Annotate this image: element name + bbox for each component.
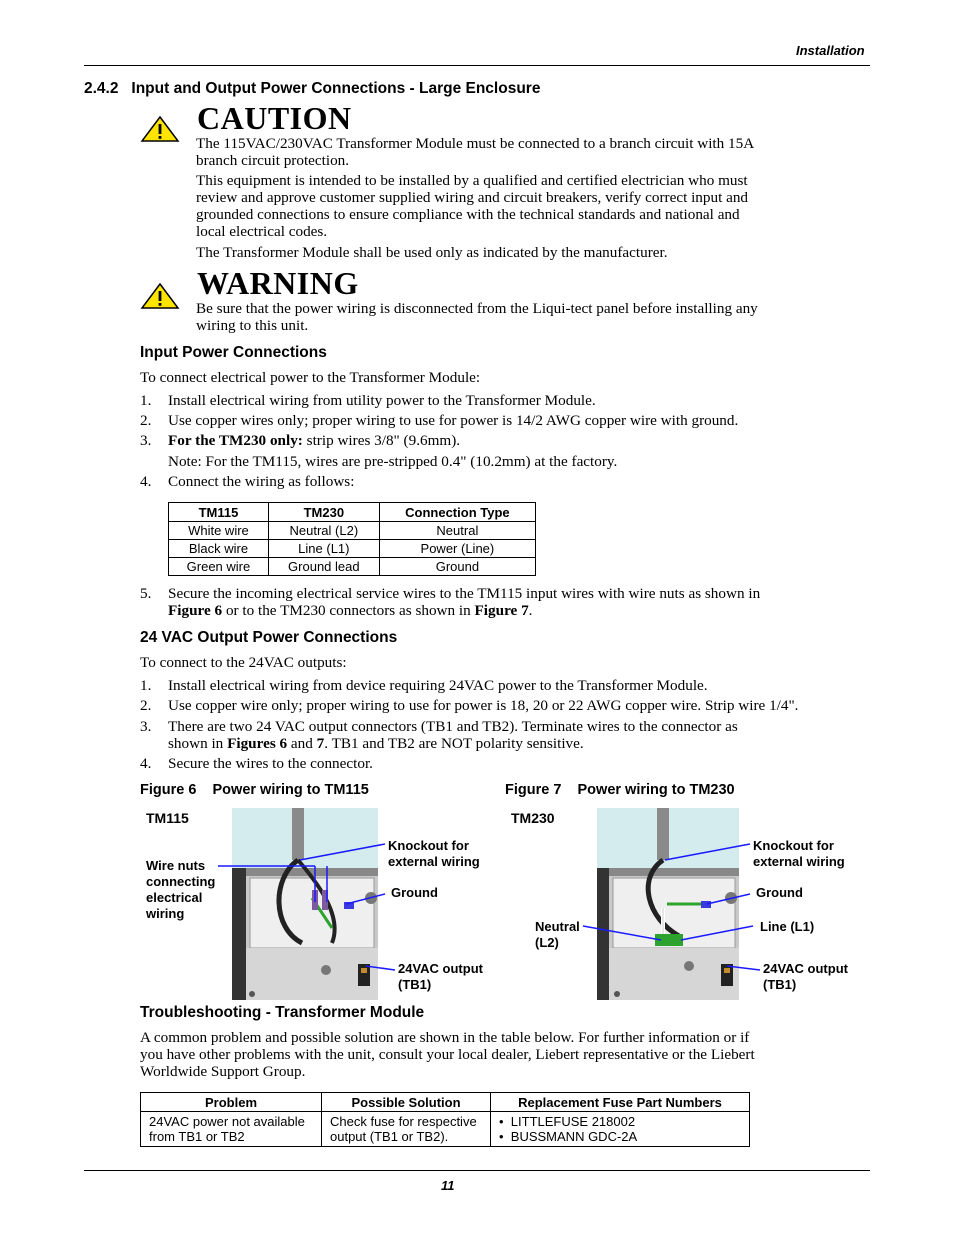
cell-line: Check fuse for respective	[330, 1114, 477, 1129]
label-line: external wiring	[388, 854, 480, 869]
table-header: Problem	[141, 1093, 322, 1112]
step-number: 4.	[140, 755, 152, 772]
header-rule	[84, 65, 870, 66]
figure6-ground-label: Ground	[391, 885, 438, 900]
table-row	[141, 1112, 750, 1147]
figure6-wirenuts-label	[146, 858, 215, 922]
figure6-knockout-label	[388, 838, 480, 870]
step-number: 2.	[140, 412, 152, 429]
problem-cell	[141, 1112, 322, 1147]
label-line: Knockout for	[753, 838, 834, 853]
caution-triangle-icon	[140, 115, 180, 143]
fuse-part: LITTLEFUSE 218002	[510, 1114, 636, 1129]
step-number: 3.	[140, 718, 152, 735]
paragraph-line: Worldwide Support Group.	[140, 1063, 306, 1080]
label-line: Wire nuts	[146, 858, 206, 873]
figure7-output-label	[763, 961, 848, 993]
running-header: Installation	[796, 43, 865, 58]
caution-line: branch circuit protection.	[196, 152, 350, 169]
caution-line: The 115VAC/230VAC Transformer Module must be connected to a branch circuit with 15A	[196, 135, 755, 152]
step-number: 4.	[140, 473, 152, 490]
label-line: wiring	[146, 906, 185, 921]
label-line: Knockout for	[388, 838, 469, 853]
figure6-caption: Figure 6 Power wiring to TM115	[140, 782, 369, 798]
label-line: (TB1)	[763, 977, 797, 992]
table-cell: White wire	[169, 522, 269, 540]
caution-line: This equipment is intended to be installed by a qualified and certified electrician who must	[196, 172, 748, 189]
output-step-2: Use copper wire only; proper wiring to use for power is 18, 20 or 22 AWG copper wire. Strip wire 1/4".	[168, 697, 799, 714]
step-text: strip wires 3/8" (9.6mm).	[302, 432, 461, 449]
label-line: 24VAC output	[763, 961, 848, 976]
table-cell: Neutral (L2)	[268, 522, 379, 540]
label-line: (L2)	[535, 935, 559, 950]
figure-ref: Figure 7	[474, 602, 529, 619]
fuse-item: • BUSSMANN GDC-2A	[499, 1129, 638, 1144]
input-step-5	[168, 585, 878, 619]
output-heading: 24 VAC Output Power Connections	[140, 629, 398, 646]
step-number: 2.	[140, 697, 152, 714]
table-cell: Ground lead	[268, 558, 379, 576]
table-header: TM115	[169, 503, 269, 522]
input-step-2: Use copper wires only; proper wiring to use for power is 14/2 AWG copper wire with ground.	[168, 412, 739, 429]
figure-ref: Figures 6	[227, 735, 288, 752]
input-intro: To connect electrical power to the Transformer Module:	[140, 369, 481, 386]
figure7-caption: Figure 7 Power wiring to TM230	[505, 782, 735, 798]
step-number: 1.	[140, 677, 152, 694]
output-step-1: Install electrical wiring from device requiring 24VAC power to the Transformer Module.	[168, 677, 708, 694]
table-header: Possible Solution	[322, 1093, 491, 1112]
table-row	[169, 558, 536, 576]
troubleshooting-heading: Troubleshooting - Transformer Module	[140, 1004, 425, 1021]
warning-title: WARNING	[197, 265, 359, 301]
caution-title: CAUTION	[197, 100, 352, 136]
warning-text	[196, 300, 876, 334]
label-line: (TB1)	[398, 977, 432, 992]
step-number: 5.	[140, 585, 152, 602]
input-heading: Input Power Connections	[140, 344, 327, 361]
wiring-table	[168, 502, 536, 576]
step-text: Secure the incoming electrical service wires to the TM115 input wires with wire nuts as shown in	[168, 585, 761, 602]
step-text: and	[287, 735, 317, 752]
table-header: TM230	[268, 503, 379, 522]
caution-line: review and approve customer supplied wiring and circuit breakers, verify correct input and	[196, 189, 749, 206]
step-text: . TB1 and TB2 are NOT polarity sensitive.	[324, 735, 584, 752]
table-cell: Line (L1)	[268, 540, 379, 558]
solution-cell	[322, 1112, 491, 1147]
table-cell: Ground	[379, 558, 535, 576]
table-cell: Green wire	[169, 558, 269, 576]
cell-line: from TB1 or TB2	[149, 1129, 245, 1144]
fuse-item: • LITTLEFUSE 218002	[499, 1114, 636, 1129]
table-header: Connection Type	[379, 503, 535, 522]
table-row	[169, 522, 536, 540]
section-title: 2.4.2 Input and Output Power Connections - Large Enclosure	[84, 80, 541, 97]
table-cell: Power (Line)	[379, 540, 535, 558]
fuses-cell	[491, 1112, 750, 1147]
caution-text	[196, 135, 876, 261]
step-text: .	[528, 602, 533, 619]
table-header-row	[141, 1093, 750, 1112]
output-step-3	[168, 718, 878, 752]
caution-line: grounded connections to ensure compliance with the technical standards and national and	[196, 206, 740, 223]
footer-rule	[84, 1170, 870, 1171]
output-intro: To connect to the 24VAC outputs:	[140, 654, 347, 671]
figure6-output-label	[398, 961, 483, 993]
figure-ref: Figure 6	[168, 602, 223, 619]
label-line: external wiring	[753, 854, 845, 869]
table-header-row	[169, 503, 536, 522]
label-line: connecting	[146, 874, 216, 889]
page-number: 11	[441, 1178, 455, 1193]
figure6-model: TM115	[146, 810, 189, 826]
input-step-4: Connect the wiring as follows:	[168, 473, 355, 490]
figure7-neutral-label	[535, 919, 580, 951]
step-text: shown in	[168, 735, 228, 752]
step-number: 3.	[140, 432, 152, 449]
input-step-3	[168, 432, 460, 449]
label-line: Neutral	[535, 919, 580, 934]
step-text: There are two 24 VAC output connectors (TB1 and TB2). Terminate wires to the connector as	[168, 718, 738, 735]
troubleshooting-intro	[140, 1029, 880, 1080]
cell-line: 24VAC power not available	[149, 1114, 305, 1129]
table-row	[169, 540, 536, 558]
caution-line: local electrical codes.	[196, 223, 328, 240]
label-line: electrical	[146, 890, 203, 905]
figure7-knockout-label	[753, 838, 845, 870]
cell-line: output (TB1 or TB2).	[330, 1129, 449, 1144]
output-step-4: Secure the wires to the connector.	[168, 755, 373, 772]
fuse-part: BUSSMANN GDC-2A	[510, 1129, 638, 1144]
step-text: or to the TM230 connectors as shown in	[222, 602, 475, 619]
figure7-model: TM230	[511, 810, 555, 826]
warning-line: wiring to this unit.	[196, 317, 309, 334]
input-step-3-note: Note: For the TM115, wires are pre-stripped 0.4" (10.2mm) at the factory.	[168, 453, 618, 470]
warning-line: Be sure that the power wiring is disconnected from the Liqui-tect panel before installing any	[196, 300, 758, 317]
figure7-ground-label: Ground	[756, 885, 803, 900]
label-line: 24VAC output	[398, 961, 483, 976]
table-header: Replacement Fuse Part Numbers	[491, 1093, 750, 1112]
paragraph-line: A common problem and possible solution are shown in the table below. For further information or if	[140, 1029, 750, 1046]
bold-text: For the TM230 only:	[168, 432, 303, 449]
figure7-line-label: Line (L1)	[760, 919, 815, 934]
table-cell: Neutral	[379, 522, 535, 540]
input-step-1: Install electrical wiring from utility power to the Transformer Module.	[168, 392, 596, 409]
troubleshooting-table	[140, 1092, 750, 1147]
paragraph-line: you have other problems with the unit, consult your local dealer, Liebert representative or the Liebert	[140, 1046, 755, 1063]
table-cell: Black wire	[169, 540, 269, 558]
figure-ref: 7	[316, 735, 325, 752]
step-number: 1.	[140, 392, 152, 409]
caution-line: The Transformer Module shall be used only as indicated by the manufacturer.	[196, 244, 668, 261]
warning-triangle-icon	[140, 282, 180, 310]
